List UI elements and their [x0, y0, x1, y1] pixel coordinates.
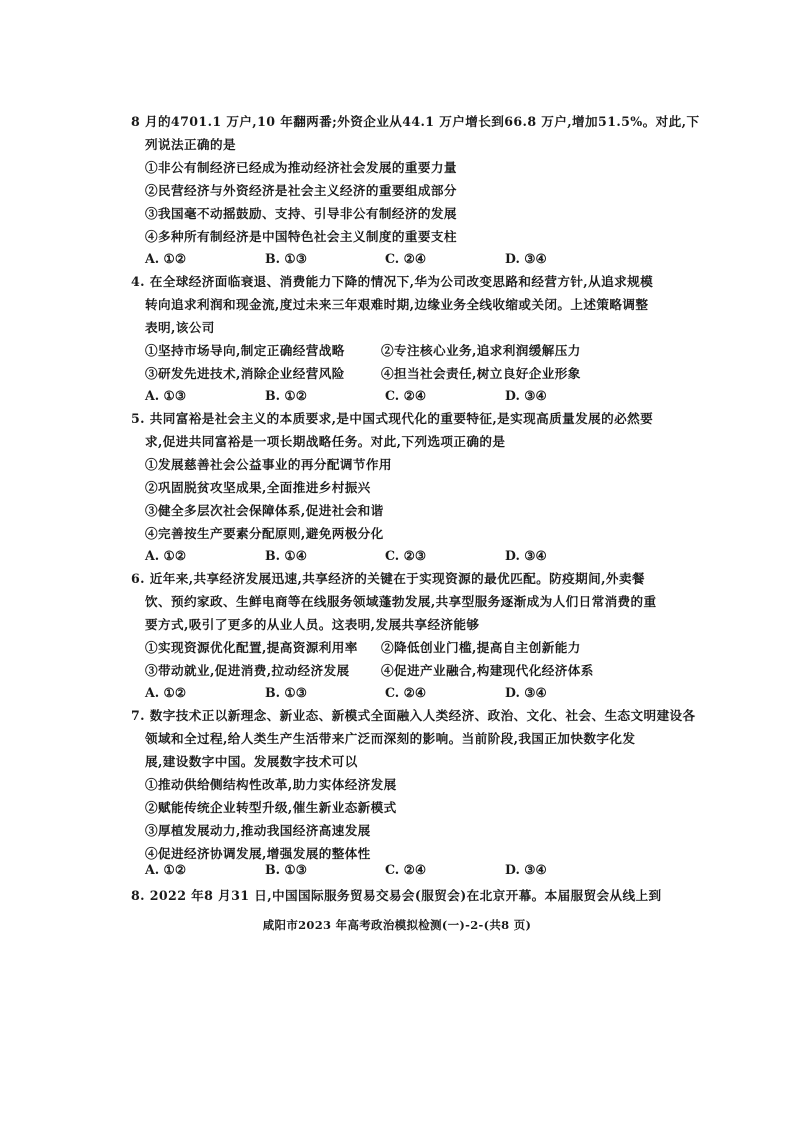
q6-item-3: ③带动就业,促进消费,拉动经济发展 — [145, 663, 350, 678]
q3-option-d: D. ③④ — [505, 251, 547, 266]
q7-item-4: ④促进经济协调发展,增强发展的整体性 — [145, 846, 371, 861]
q7-item-1: ①推动供给侧结构性改革,助力实体经济发展 — [145, 777, 397, 792]
q8-stem-line-1: 8. 2022 年8 月31 日,中国国际服务贸易交易会(服贸会)在北京开幕。本届服贸会从线上到 — [131, 888, 662, 903]
q6-stem-line-2: 饮、预约家政、生鲜电商等在线服务领域蓬勃发展,共享型服务逐渐成为人们日常消费的重 — [145, 594, 657, 609]
q6-stem-line-3: 要方式,吸引了更多的从业人员。这表明,发展共享经济能够 — [145, 617, 480, 632]
q3-option-b: B. ①③ — [265, 251, 307, 266]
q3-item-3: ③我国毫不动摇鼓励、支持、引导非公有制经济的发展 — [145, 206, 457, 221]
q4-stem-line-1: 4. 在全球经济面临衰退、消费能力下降的情况下,华为公司改变思路和经营方针,从追求规模 — [131, 274, 654, 289]
q6-item-2: ②降低创业门槛,提高自主创新能力 — [381, 640, 581, 655]
q5-item-1: ①发展慈善社会公益事业的再分配调节作用 — [145, 457, 392, 472]
q4-option-b: B. ①② — [265, 388, 307, 403]
q6-option-a: A. ①② — [145, 685, 187, 700]
q4-option-c: C. ②④ — [385, 388, 427, 403]
q4-item-2: ②专注核心业务,追求利润缓解压力 — [381, 343, 581, 358]
q4-stem-line-3: 表明,该公司 — [145, 320, 215, 335]
q6-item-1: ①实现资源优化配置,提高资源利用率 — [145, 640, 358, 655]
q6-option-b: B. ①③ — [265, 685, 307, 700]
q6-option-c: C. ②④ — [385, 685, 427, 700]
q5-item-4: ④完善按生产要素分配原则,避免两极分化 — [145, 526, 384, 541]
q7-stem-line-2: 领域和全过程,给人类生产生活带来广泛而深刻的影响。当前阶段,我国正加快数字化发 — [145, 731, 636, 746]
q3-option-a: A. ①② — [145, 251, 187, 266]
q4-item-4: ④担当社会责任,树立良好企业形象 — [381, 366, 581, 381]
q3-option-c: C. ②④ — [385, 251, 427, 266]
q5-option-a: A. ①② — [145, 548, 187, 563]
q3-item-4: ④多种所有制经济是中国特色社会主义制度的重要支柱 — [145, 229, 457, 244]
q6-option-d: D. ③④ — [505, 685, 547, 700]
q3-stem-line-1: 8 月的4701.1 万户,10 年翻两番;外资企业从44.1 万户增长到66.8 万户,增加51.5%。对此,下 — [131, 114, 700, 129]
q7-option-c: C. ②④ — [385, 862, 427, 877]
q7-option-b: B. ①③ — [265, 862, 307, 877]
q5-item-2: ②巩固脱贫攻坚成果,全面推进乡村振兴 — [145, 480, 371, 495]
q3-stem-line-2: 列说法正确的是 — [145, 137, 236, 152]
q7-stem-line-1: 7. 数字技术正以新理念、新业态、新模式全面融入人类经济、政治、文化、社会、生态文明建设各 — [131, 708, 696, 723]
q5-item-3: ③健全多层次社会保障体系,促进社会和谐 — [145, 503, 384, 518]
q7-stem-line-3: 展,建设数字中国。发展数字技术可以 — [145, 754, 358, 769]
q6-item-4: ④促进产业融合,构建现代化经济体系 — [381, 663, 594, 678]
q7-item-2: ②赋能传统企业转型升级,催生新业态新模式 — [145, 800, 397, 815]
q7-option-d: D. ③④ — [505, 862, 547, 877]
q3-item-1: ①非公有制经济已经成为推动经济社会发展的重要力量 — [145, 160, 457, 175]
q5-option-b: B. ①④ — [265, 548, 307, 563]
q5-stem-line-2: 求,促进共同富裕是一项长期战略任务。对此,下列选项正确的是 — [145, 434, 506, 449]
q4-stem-line-2: 转向追求利润和现金流,度过未来三年艰难时期,边缘业务全线收缩或关闭。上述策略调整 — [145, 297, 649, 312]
q5-option-c: C. ②③ — [385, 548, 427, 563]
q4-option-d: D. ③④ — [505, 388, 547, 403]
q3-item-2: ②民营经济与外资经济是社会主义经济的重要组成部分 — [145, 183, 457, 198]
q5-stem-line-1: 5. 共同富裕是社会主义的本质要求,是中国式现代化的重要特征,是实现高质量发展的必然要 — [131, 411, 654, 426]
q4-item-1: ①坚持市场导向,制定正确经营战略 — [145, 343, 345, 358]
page-footer: 咸阳市2023 年高考政治模拟检测(一)-2-(共8 页) — [262, 918, 532, 932]
q4-item-3: ③研发先进技术,消除企业经营风险 — [145, 366, 345, 381]
q5-option-d: D. ③④ — [505, 548, 547, 563]
q4-option-a: A. ①③ — [145, 388, 187, 403]
q7-item-3: ③厚植发展动力,推动我国经济高速发展 — [145, 823, 371, 838]
q6-stem-line-1: 6. 近年来,共享经济发展迅速,共享经济的关键在于实现资源的最优匹配。防疫期间,外卖餐 — [131, 571, 645, 586]
q7-option-a: A. ①② — [145, 862, 187, 877]
